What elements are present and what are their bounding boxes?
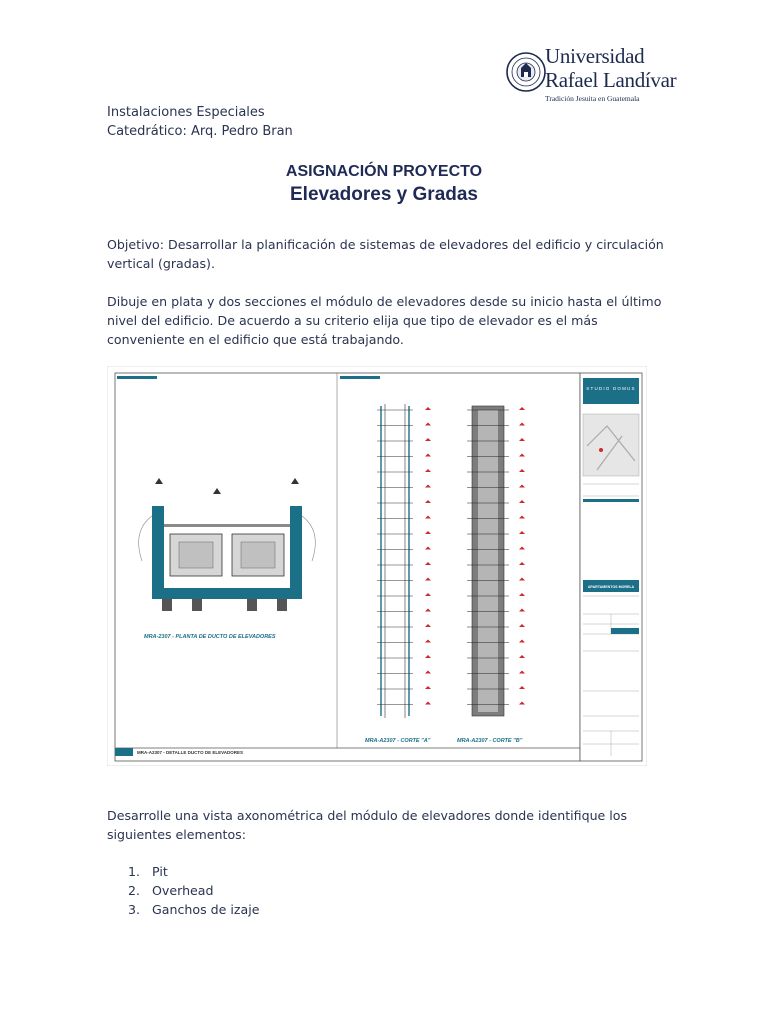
section-a-label: MRA-A2307 - CORTE "A" — [365, 738, 431, 744]
list-item: 2. Overhead — [128, 883, 214, 898]
objective-paragraph: Objetivo: Desarrollar la planificación de sistemas de elevadores del edificio y circulación vertical (gradas). — [107, 237, 664, 271]
section-b-label: MRA-A2307 - CORTE "B" — [457, 738, 523, 744]
elements-list — [107, 862, 259, 919]
axonometric-paragraph: Desarrolle una vista axonométrica del módulo de elevadores donde identifique los siguientes elementos: — [107, 808, 628, 842]
assignment-title: ASIGNACIÓN PROYECTO — [285, 163, 483, 180]
list-item: 3. Ganchos de izaje — [128, 902, 260, 917]
list-item: 1. Pit — [128, 864, 168, 879]
professor-name: Catedrático: Arq. Pedro Bran — [107, 124, 293, 139]
project-name: APARTAMENTOS MORELA — [587, 585, 635, 589]
section-b-view — [472, 406, 504, 716]
elevator-drawing-sheet — [107, 366, 647, 766]
course-info — [107, 103, 293, 141]
course-name: Instalaciones Especiales — [107, 105, 265, 120]
plan-label: MRA-2307 - PLANTA DE DUCTO DE ELEVADORES — [144, 634, 276, 640]
studio-name: STUDIO DOMUS — [586, 386, 636, 391]
university-name-line1: Universidad — [545, 44, 645, 68]
instructions-paragraph: Dibuje en plata y dos secciones el módulo de elevadores desde su inicio hasta el último nivel del edificio. De acuerdo a su criterio elija que tipo de elevador es el más conveniente en el edificio que está trabajando. — [107, 294, 662, 347]
sheet-label: MRA-A2307 - DETALLE DUCTO DE ELEVADORES — [137, 750, 244, 755]
assignment-subtitle: Elevadores y Gradas — [290, 184, 478, 205]
university-name-line2: Rafael Landívar — [545, 68, 677, 92]
university-tagline: Tradición Jesuita en Guatemala — [545, 94, 640, 103]
title-block — [580, 373, 642, 761]
